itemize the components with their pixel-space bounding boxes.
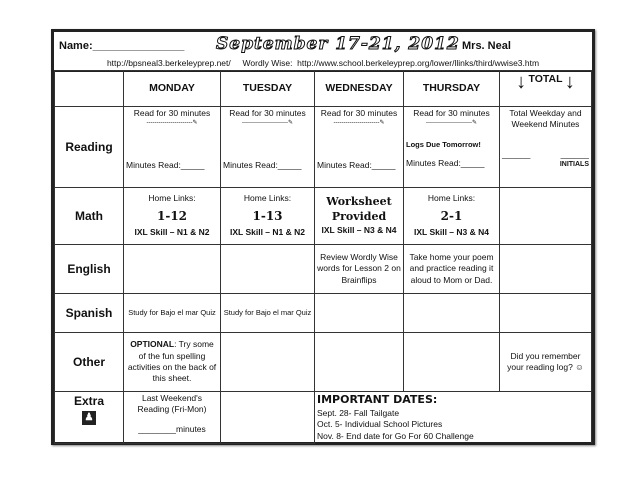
minutes-read: Minutes Read:_____ [317,159,396,170]
dashes: -----------------------✎ [426,120,477,127]
col-total: TOTAL [528,73,563,85]
col-wednesday: WEDNESDAY [315,71,404,107]
row-other [55,333,592,392]
ixl-skill: IXL Skill – N3 & N4 [414,227,489,238]
task: Read for 30 minutes [413,108,490,118]
important-dates-title: IMPORTANT DATES: [317,393,438,406]
initials-label: INITIALS [559,161,589,169]
task: Read for 30 minutes [320,108,398,118]
reminder: Did you remember your reading log? ☺ [500,333,592,392]
row-math [55,188,592,245]
task: Take home your poem and practice reading it aloud to Mom or Dad. [404,245,500,294]
row-english [55,245,592,294]
lesson: 2-1 [440,208,463,223]
name-field: Name:_______________ [59,40,185,52]
optional-label: OPTIONAL [130,339,175,350]
dashes: -----------------------✎ [242,120,293,127]
task: Review Wordly Wise words for Lesson 2 on Brainflips [315,245,404,294]
ixl-skill: IXL Skill – N1 & N2 [230,227,305,238]
sheet-header [54,32,592,72]
task: Study for Bajo el mar Quiz [221,294,315,333]
dashes: -----------------------✎ [146,120,198,127]
minutes-read: Minutes Read:_____ [126,159,205,170]
down-arrow-icon: ↓ [516,71,527,93]
day-header-row [55,71,592,107]
links-text: http://bpsneal3.berkeleyprep.net/ Wordly Wise: http://www.school.berkeleyprep.org/lower/llinks/third/wwise3.htm [106,58,540,68]
subject-label: Reading [55,107,124,188]
col-tuesday: TUESDAY [221,71,315,107]
col-thursday: THURSDAY [404,71,500,107]
date-item: Nov. 8- End date for Go For 60 Challenge [317,430,474,441]
date-item: Sept. 28- Fall Tailgate [317,407,400,418]
subject-label: Other [55,333,124,392]
teacher-name: Mrs. Neal [462,40,511,52]
task: Study for Bajo el mar Quiz [124,294,221,333]
subject-label: English [55,245,124,294]
dashes: -----------------------✎ [333,120,385,127]
subject-label: Math [55,188,124,245]
task: Read for 30 minutes [133,108,211,118]
task-text: : Try some of the fun spelling activities on the back of this sheet. [127,339,217,384]
homework-sheet [51,29,595,445]
row-spanish [55,294,592,333]
col-monday: MONDAY [124,71,221,107]
task: Read for 30 minutes [229,108,306,118]
home-links: Home Links: [243,193,292,204]
row-reading [55,107,592,188]
reading-person-icon: ♟ [82,411,96,425]
ixl-skill: IXL Skill – N1 & N2 [134,227,210,238]
total-label: Total Weekday and Weekend Minutes [509,108,582,130]
homework-table [54,70,592,444]
home-links: Home Links: [427,193,476,204]
subject-label: Spanish [55,294,124,333]
lesson: 1-12 [156,208,188,223]
subject-label: Extra [73,394,105,408]
home-links: Home Links: [148,193,196,204]
total-blank: ______ [502,148,531,159]
down-arrow-icon: ↓ [564,71,575,93]
ixl-skill: IXL Skill – N3 & N4 [321,225,397,236]
weekend-reading: Last Weekend's Reading (Fri-Mon) [137,393,207,415]
lesson: 1-13 [252,208,283,223]
date-item: Oct. 5- Individual School Pictures [317,419,443,430]
logs-due-note: Logs Due Tomorrow! [406,139,481,149]
minutes-read: Minutes Read:_____ [223,159,302,170]
minutes-read: Minutes Read:_____ [406,157,485,168]
minutes-blank: ________minutes [138,423,206,434]
row-extra [55,392,592,444]
lesson: Worksheet Provided [326,195,392,224]
sheet-title: September 17-21, 2012 [216,34,460,54]
task [124,333,221,392]
initials-blank: ______ [560,148,589,159]
